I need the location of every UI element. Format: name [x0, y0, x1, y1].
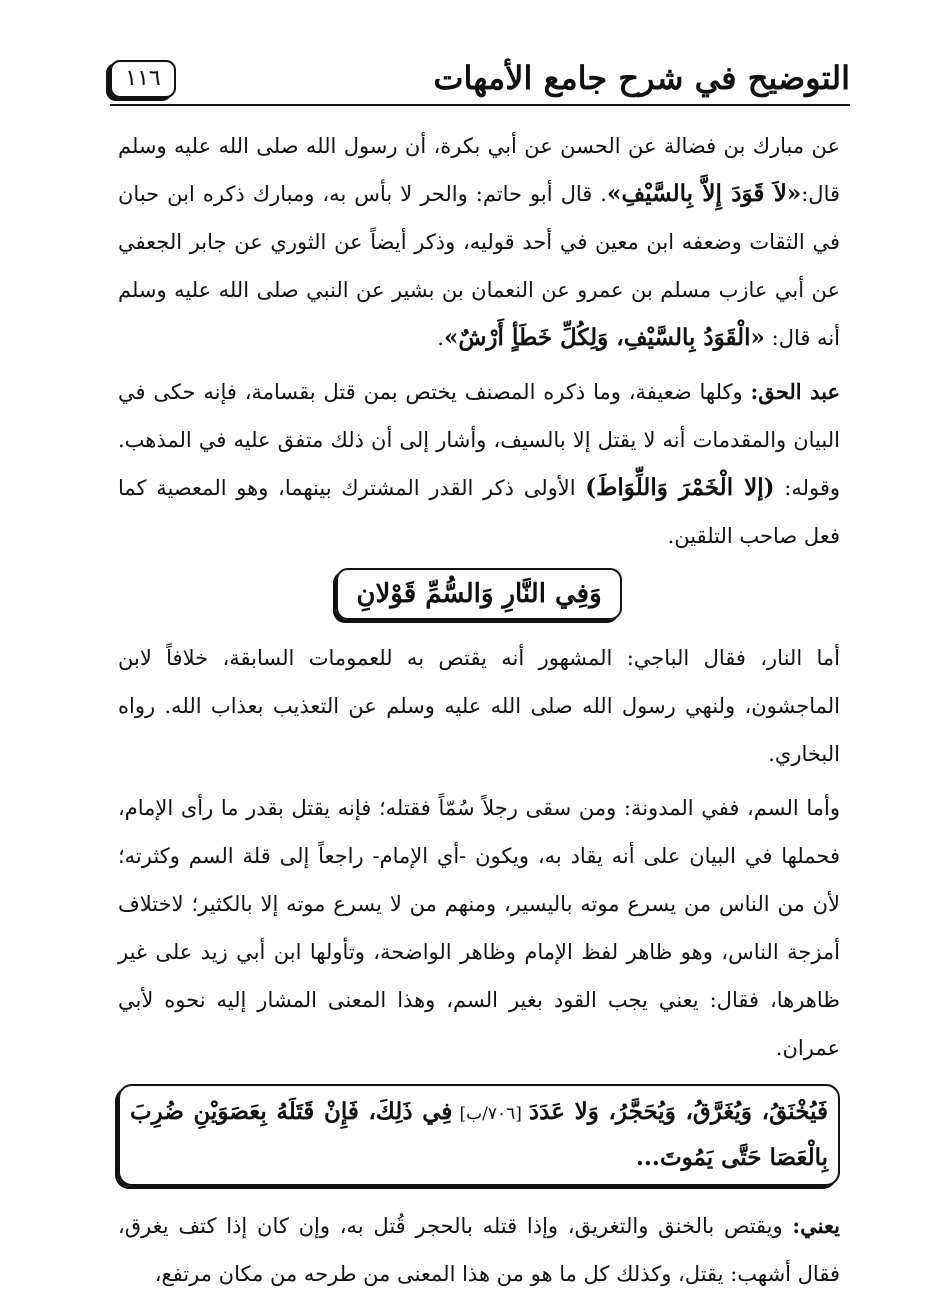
page-number-badge: ١١٦: [110, 60, 176, 98]
page-body: [118, 122, 840, 1304]
speaker-label: عبد الحق:: [750, 379, 840, 404]
page-header: [110, 56, 850, 106]
paragraph-poison: [118, 784, 840, 1072]
paragraph-text: قال:: [801, 182, 841, 206]
paragraph-fire: [118, 634, 840, 778]
running-title: التوضيح في شرح جامع الأمهات: [433, 59, 850, 97]
paragraph-text: وأما السم، ففي المدونة: ومن سقى رجلاً سُمّاً فقتله؛ فإنه يقتل بقدر ما رأى الإمام، فحملها في البيان على أنه يقاد به، ويكون -أي الإمام- راجعاً إلى قلة السم وكثرته؛ لأن من الناس من يسرع موته باليسير، ومنهم من لا يسرع موته إلا بالكثير؛ لاختلاف أمزجة الناس، وهو ظاهر لفظ الإمام وظاهر الواضحة، وتأولها ابن أبي زيد على غير ظاهرها، فقال: يعني يجب القود بغير السم، وهذا المعنى المشار إليه نحوه لأبي عمران.: [118, 796, 840, 1060]
paragraph-hadith-chain: [118, 122, 840, 362]
paragraph-line: عن مبارك بن فضالة عن الحسن عن أبي بكرة، أن رسول الله صلى الله عليه وسلم: [118, 134, 840, 158]
paragraph-text: . قال أبو حاتم: والحر لا بأس به، ومبارك ذكره ابن حبان في الثقات وضعفه ابن معين في أحد قوليه، وذكر أيضاً عن الثوري عن جابر الجعفي عن أبي عازب مسلم بن عمرو عن النعمان بن بشير عن النبي صلى الله عليه وسلم أنه قال:: [118, 182, 840, 350]
matn-text: فَيُخْنَقُ، وَيُغَرَّقُ، وَيُحَجَّرُ، وَلا عَدَدَ: [528, 1098, 828, 1125]
verse-heading-wrap: [118, 568, 840, 620]
hadith-quote: «لاَ قَوَدَ إِلاَّ بِالسَّيْفِ»: [606, 180, 802, 207]
header-divider: [110, 104, 850, 106]
hadith-quote: «الْقَوَدُ بِالسَّيْفِ، وَلِكُلِّ خَطَأٍ أَرْشٌ»: [443, 324, 765, 351]
paragraph-text: أما النار، فقال الباجي: المشهور أنه يقتص به للعمومات السابقة، خلافاً لابن الماجشون، ولنهي رسول الله صلى الله عليه وسلم عن التعذيب بعذاب الله. رواه البخاري.: [118, 646, 840, 766]
paragraph-text: وكلها ضعيفة، وما ذكره المصنف يختص بمن قتل بقسامة، فإنه حكى في البيان والمقدمات أنه لا يقتل إلا بالسيف، وأشار إلى أن ذلك متفق عليه في المذهب. وقوله:: [118, 380, 841, 500]
manuscript-reference: [٧٠٦/ب]: [452, 1104, 529, 1124]
paragraph-abd-al-haqq: [118, 368, 840, 560]
speaker-label: يعني:: [792, 1213, 840, 1238]
matn-box: [118, 1084, 840, 1186]
paragraph-text: .: [437, 326, 444, 350]
matn-quote: (إلا الْخَمْرَ وَاللِّوَاطَ): [585, 474, 775, 501]
verse-heading: وَفِي النَّارِ وَالسُّمِّ قَوْلانِ: [336, 568, 621, 620]
paragraph-text: ويقتص بالخنق والتغريق، وإذا قتله بالحجر قُتل به، وإن كان إذا كتف يغرق، فقال أشهب: يقتل، وكذلك كل ما هو من هذا المعنى من طرحه من مكان مرتفع،: [118, 1214, 840, 1286]
paragraph-text: الأولى ذكر القدر المشترك بينهما، وهو المعصية كما فعل صاحب التلقين.: [118, 476, 840, 548]
matn-text: فِي ذَلِكَ، فَإِنْ قَتَلَهُ بِعَصَوَيْنِ ضُرِبَ بِالْعَصَا حَتَّى يَمُوتَ...: [130, 1098, 828, 1171]
paragraph-explanation: [118, 1202, 840, 1298]
